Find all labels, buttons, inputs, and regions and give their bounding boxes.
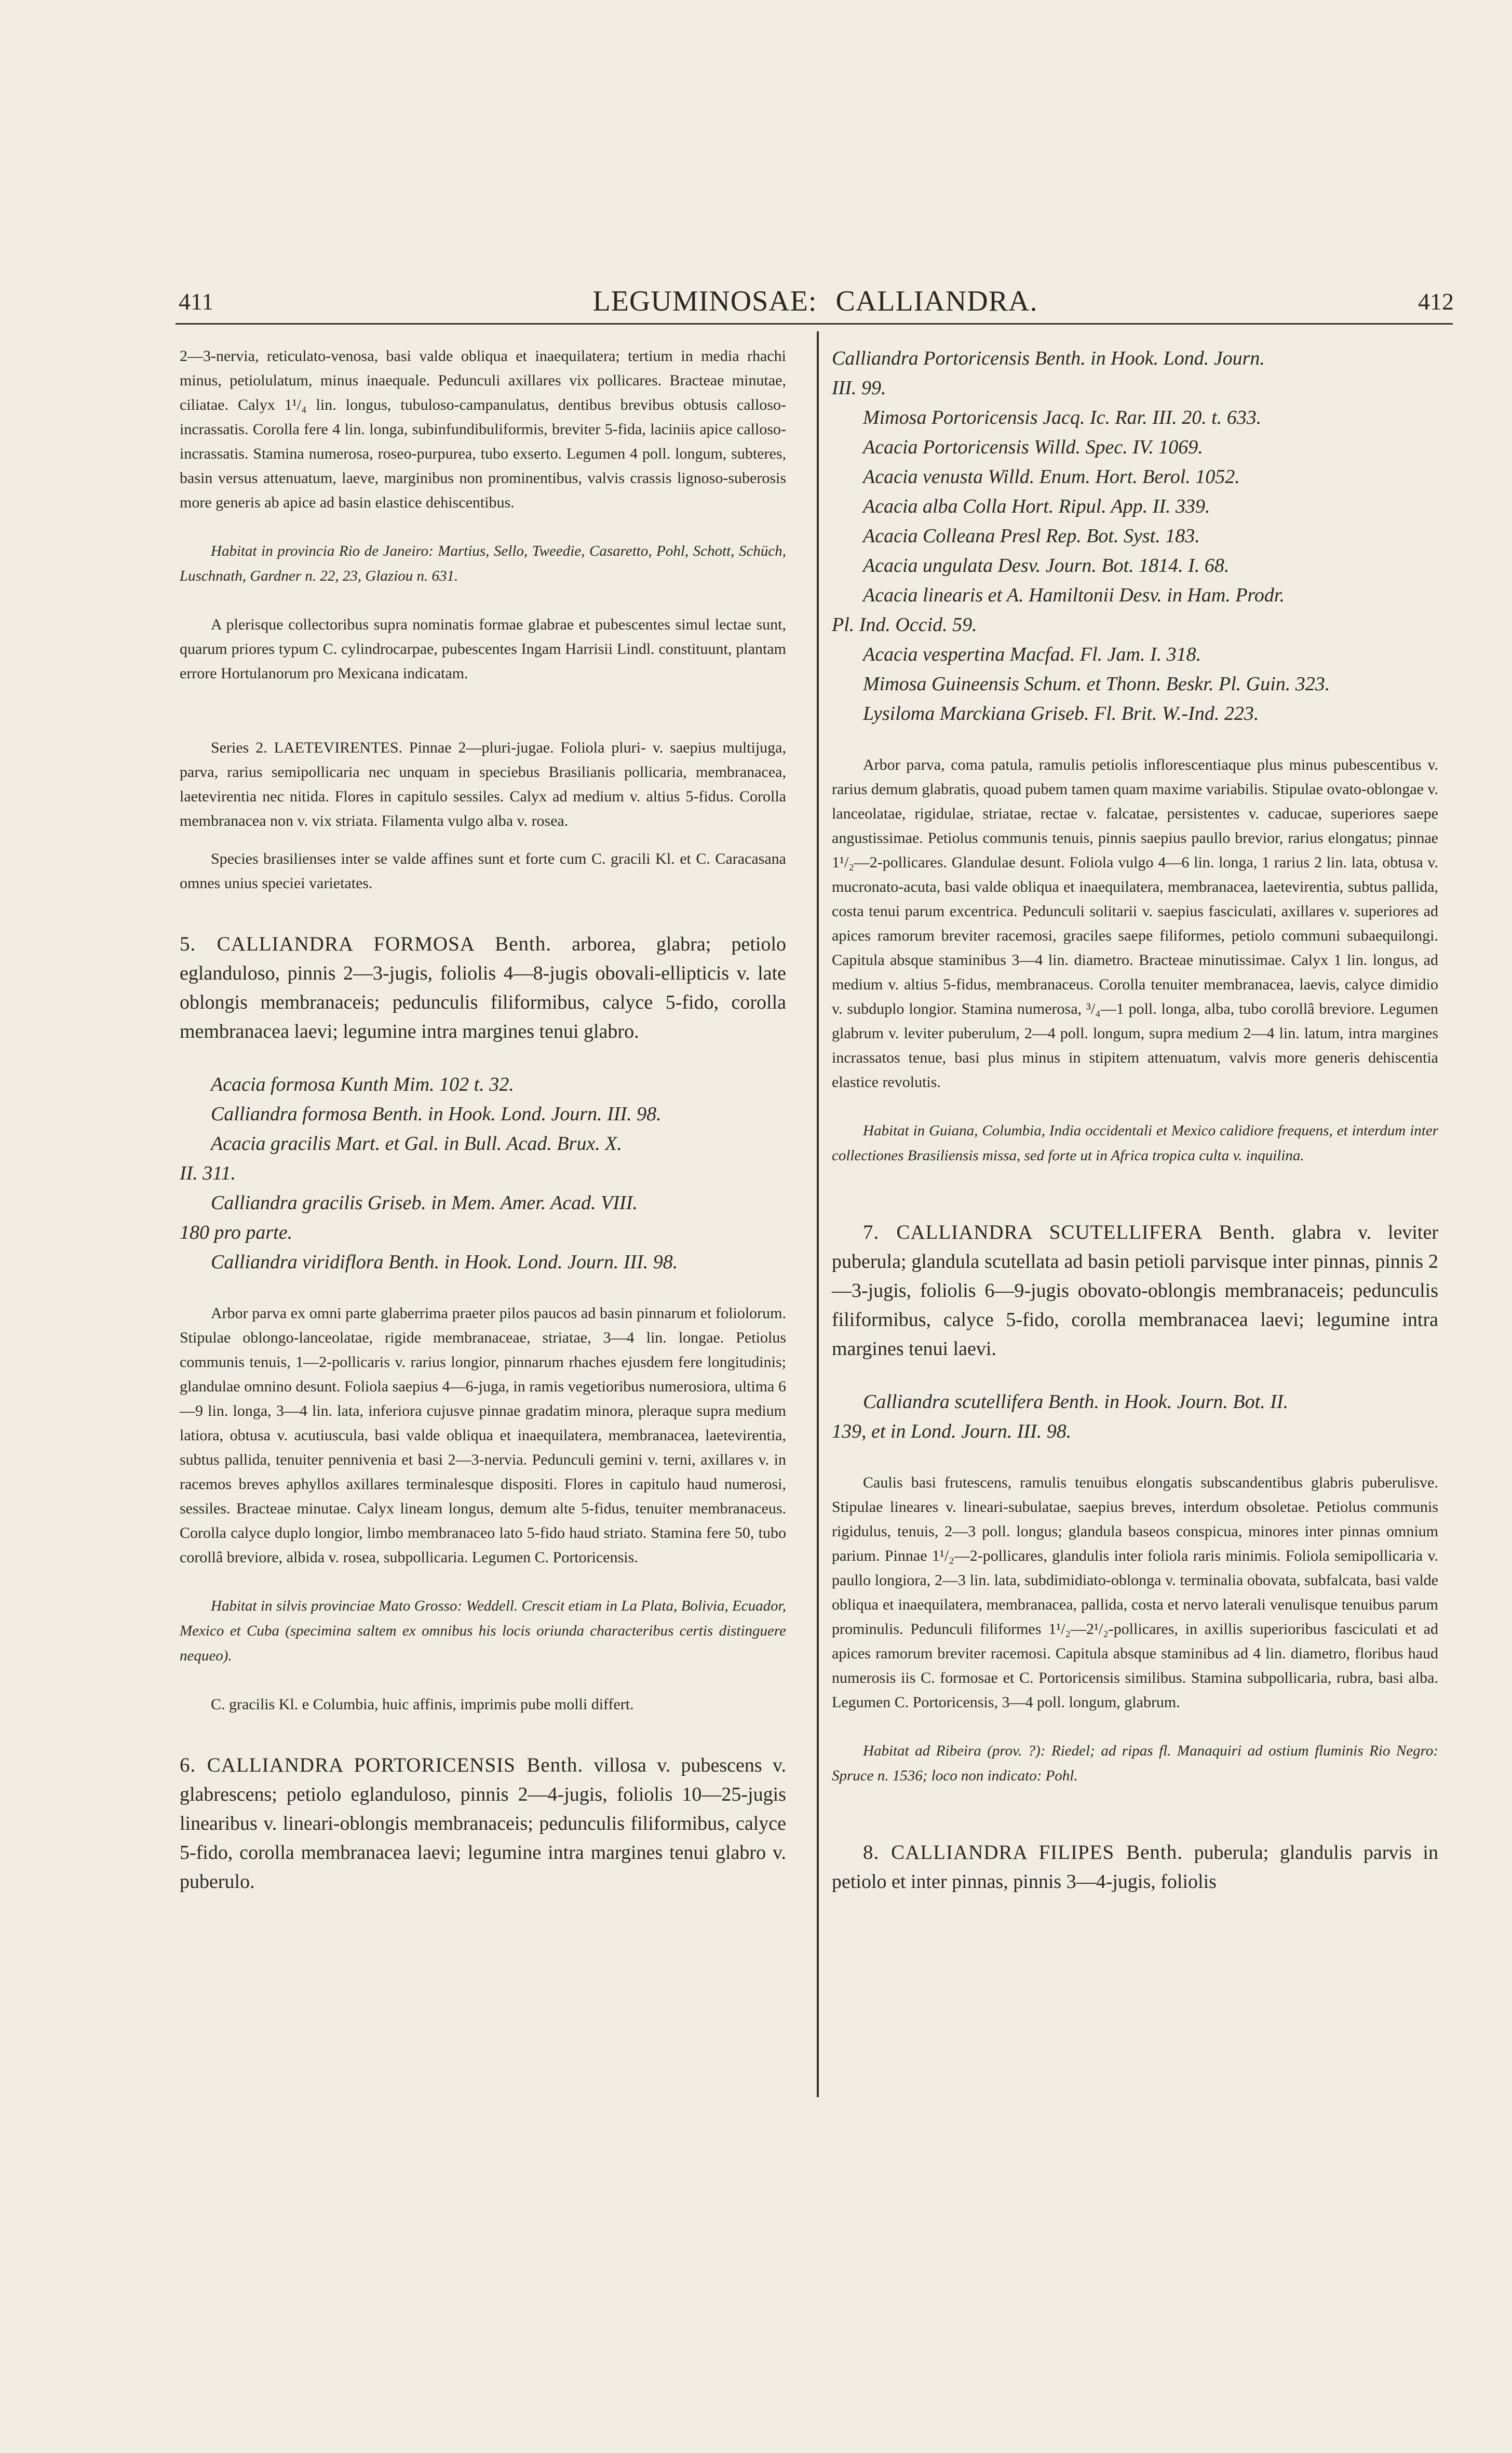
species-6-habitat: Habitat in Guiana, Columbia, India occidentali et Mexico calidiore frequens, et interdum inter collectiones Brasiliensis missa, sed forte ut in Africa tropica culta v. inquilina.	[832, 1122, 1438, 1164]
synonym: Acacia Portoricensis Willd. Spec. IV. 1069.	[863, 436, 1203, 458]
right-column	[832, 344, 1438, 1896]
species-6-diagnosis-text: villosa v. pubescens v. glabrescens; petiolo eglanduloso, pinnis 2—4-jugis, foliolis 10—25-jugis linearibus v. lineari-oblongis membranaceis; pedunculis filiformibus, calyce 5-fido, corolla membranacea laevi; legumine intra margines tenui glabro v. puberulo.	[180, 1754, 787, 1893]
habitat-note: Habitat in provincia Rio de Janeiro: Martius, Sello, Tweedie, Casaretto, Pohl, Schott, Schüch, Luschnath, Gardner n. 22, 23, Glaziou n. 631.	[180, 543, 786, 584]
species-7-title: 7. CALLIANDRA SCUTELLIFERA Benth.	[863, 1221, 1276, 1243]
species-7-habitat: Habitat ad Ribeira (prov. ?): Riedel; ad ripas fl. Manaquiri ad ostium fluminis Rio Negro: Spruce n. 1536; loco non indicato: Pohl.	[832, 1742, 1438, 1784]
synonym-continued: 180 pro parte.	[180, 1222, 293, 1243]
series-heading: Series 2. LAETEVIRENTES. Pinnae 2—pluri-jugae. Foliola pluri- v. saepius multijuga, parva, rarius semipollicaria nec unquam in speciebus Brasilianis pollicaria, membranacea, laetevirentia nec nitida. Flores in capitulo sessiles. Calyx ad medium v. altius 5-fidus. Corolla membranacea non v. vix striata. Filamenta vulgo alba v. rosea.	[180, 739, 786, 829]
synonym-continued: III. 99.	[832, 377, 886, 399]
collector-remark: A plerisque collectoribus supra nominatis formae glabrae et pubescentes simul lectae sunt, quarum priores typum C. cylindrocarpae, pubescentes Ingam Harrisii Lindl. constituunt, plantam errore Hortulanorum pro Mexicana indicatam.	[180, 616, 786, 682]
species-7-diagnosis	[832, 1218, 1438, 1363]
species-5-synonyms	[180, 1070, 786, 1277]
page-number-right: 412	[1418, 288, 1454, 315]
synonym-continued: 139, et in Lond. Journ. III. 98.	[832, 1420, 1072, 1442]
synonym: Acacia gracilis Mart. et Gal. in Bull. Acad. Brux. X.	[211, 1133, 622, 1155]
page-number-left: 411	[179, 288, 214, 315]
synonym: Lysiloma Marckiana Griseb. Fl. Brit. W.-Ind. 223.	[863, 703, 1259, 725]
species-5-habitat: Habitat in silvis provinciae Mato Grosso: Weddell. Crescit etiam in La Plata, Bolivia, Ecuador, Mexico et Cuba (specimina saltem ex omnibus his locis oriunda characteribus certis distinguere nequeo).	[180, 1598, 786, 1664]
synonym: Calliandra Portoricensis Benth. in Hook. Lond. Journ.	[832, 347, 1265, 369]
species-7-description: Caulis basi frutescens, ramulis tenuibus elongatis subscandentibus glabris puberulisve. Stipulae lineares v. lineari-subulatae, saepius breves, interdum obsoletae. Petiolus communis rigidulus, tenuis, 2—3 poll. longus; glandula baseos conspicua, minores inter pinnas omnium parium. Pinnae 1¹/₂—2-pollicares, glandulis inter foliola raris minimis. Foliola semipollicaria v. paullo longiora, 2—3 lin. lata, subdimidiato-oblonga v. terminalia obovata, subfalcata, basi valde obliqua et inaequilatera, membranacea, pallida, costa et nervo laterali venulisque tenuibus parum prominulis. Pedunculi filiformes 1¹/₂—2¹/₂-pollicares, in axillis superioribus fasciculati et ad apices ramorum breviter racemosi. Capitula absque staminibus ad 4 lin. diametro, floribus haud numerosis iis C. formosae et C. Portoricensis similibus. Stamina subpollicaria, rubra, basi alba. Legumen C. Portoricensis, 3—4 poll. longum, glabrum.	[832, 1474, 1438, 1711]
synonym: Acacia vespertina Macfad. Fl. Jam. I. 318.	[863, 644, 1202, 665]
species-8-title: 8. CALLIANDRA FILIPES Benth.	[863, 1841, 1183, 1864]
continued-description: 2—3-nervia, reticulato-venosa, basi valde obliqua et inaequilatera; tertium in media rhachi minus, petiolulatum, minus inaequale. Pedunculi axillares vix pollicares. Bracteae minutae, ciliatae. Calyx 1¹/₄ lin. longus, tubuloso-campanulatus, dentibus brevibus obtusis calloso-incrassatis. Corolla fere 4 lin. longa, subinfundibuliformis, breviter 5-fida, laciniis apice calloso-incrassatis. Stamina numerosa, roseo-purpurea, tubo exserto. Legumen 4 poll. longum, subteres, basin versus attenuatum, laeve, marginibus non prominentibus, valvis crassis lignoso-suberosis more generis ab apice ad basin elastice dehiscentibus.	[180, 347, 786, 511]
species-7-diagnosis-text: glabra v. leviter puberula; glandula scutellata ad basin petioli parvisque inter pinnas, pinnis 2—3-jugis, foliolis 6—9-jugis obovato-oblongis membranaceis; pedunculis filiformibus, calyce 5-fido, corolla membranacea laevi; legumine intra margines tenui laevi.	[832, 1222, 1438, 1360]
running-title	[171, 285, 1459, 318]
synonym: Acacia alba Colla Hort. Ripul. App. II. 339.	[863, 495, 1210, 517]
synonym: Calliandra formosa Benth. in Hook. Lond. Journ. III. 98.	[211, 1103, 662, 1125]
running-title-genus: CALLIANDRA.	[835, 285, 1038, 317]
synonym: Mimosa Guineensis Schum. et Thonn. Beskr. Pl. Guin. 323.	[863, 673, 1330, 695]
synonym-continued: II. 311.	[180, 1162, 236, 1184]
synonym: Calliandra gracilis Griseb. in Mem. Amer. Acad. VIII.	[211, 1192, 638, 1214]
synonym: Acacia venusta Willd. Enum. Hort. Berol. 1052.	[863, 466, 1240, 488]
species-5-diagnosis-text: arborea, glabra; petiolo eglanduloso, pinnis 2—3-jugis, foliolis 4—8-jugis obovali-ellipticis v. late oblongis membranaceis; pedunculis filiformibus, calyce 5-fido, corolla membranacea laevi; legumine intra margines tenui glabro.	[180, 933, 787, 1042]
header-rule	[176, 323, 1453, 325]
synonym: Calliandra viridiflora Benth. in Hook. Lond. Journ. III. 98.	[211, 1251, 678, 1273]
species-5-title: 5. CALLIANDRA FORMOSA Benth.	[180, 933, 552, 955]
species-7-synonyms	[832, 1387, 1438, 1446]
species-5-diagnosis	[180, 930, 786, 1046]
synonym: Calliandra scutellifera Benth. in Hook. Journ. Bot. II.	[863, 1391, 1289, 1413]
series-remark: Species brasilienses inter se valde affines sunt et forte cum C. gracili Kl. et C. Caracasana omnes unius speciei varietates.	[180, 850, 786, 892]
species-6-title: 6. CALLIANDRA PORTORICENSIS Benth.	[180, 1754, 584, 1776]
synonym: Mimosa Portoricensis Jacq. Ic. Rar. III. 20. t. 633.	[863, 407, 1262, 428]
species-5-note: C. gracilis Kl. e Columbia, huic affinis, imprimis pube molli differt.	[211, 1696, 634, 1713]
species-6-description: Arbor parva, coma patula, ramulis petiolis inflorescentiaque plus minus pubescentibus v. rarius demum glabratis, quoad pubem tamen quam maxime variabilis. Stipulae ovato-oblongae v. lanceolatae, rigidulae, striatae, rectae v. falcatae, persistentes v. caducae, superiores saepe angustissimae. Petiolus communis tenuis, pinnis saepius paullo brevior, rarius elongatus; pinnae 1¹/₂—2-pollicares. Glandulae desunt. Foliola vulgo 4—6 lin. longa, 1 rarius 2 lin. lata, obtusa v. mucronato-acuta, basi valde obliqua et inaequilatera, membranacea, laetevirentia, subtus pallida, costa tenui parum excentrica. Pedunculi solitarii v. saepius fasciculati, axillares v. superiores ad apices ramorum breviter racemosi, graciles saepe filiformes, petiolo communi subaequilongi. Capitula absque staminibus 3—4 lin. diametro. Bracteae minutissimae. Calyx 1 lin. longus, ad medium v. altius 5-fidus, membranaceus. Corolla tenuiter membranacea, laevis, calyce dimidio v. subduplo longior. Stamina numerosa, ³/₄—1 poll. longa, alba, tubo corollâ breviore. Legumen glabrum v. leviter puberulum, 2—4 poll. longum, supra medium 2—4 lin. latum, intra margines incrassatos tenue, basi plus minus in stipitem attenuatum, valvis more generis dehiscentia elastice revolutis.	[832, 756, 1438, 1091]
synonym: Acacia ungulata Desv. Journ. Bot. 1814. I. 68.	[863, 555, 1230, 577]
species-8-diagnosis-text: puberula; glandulis parvis in petiolo et inter pinnas, pinnis 3—4-jugis, foliolis	[832, 1842, 1438, 1893]
species-6-diagnosis	[180, 1751, 786, 1896]
synonym-continued: Pl. Ind. Occid. 59.	[832, 614, 977, 636]
running-title-family: LEGUMINOSAE:	[592, 285, 817, 317]
synonym: Acacia Colleana Presl Rep. Bot. Syst. 183.	[863, 525, 1200, 547]
species-6-synonyms	[832, 344, 1438, 729]
page-header	[171, 285, 1459, 326]
species-5-description: Arbor parva ex omni parte glaberrima praeter pilos paucos ad basin pinnarum et foliolorum. Stipulae oblongo-lanceolatae, rigide membranaceae, striatae, 3—4 lin. longae. Petiolus communis tenuis, 1—2-pollicaris v. rarius longior, pinnarum rhaches ejusdem fere longitudinis; glandulae omnino desunt. Foliola saepius 4—6-juga, in ramis vegetioribus numerosiora, ultima 6—9 lin. longa, 3—4 lin. lata, inferiora cujusve pinnae gradatim minora, pleraque supra medium latiora, obtusa v. acutiuscula, basi valde obliqua et inaequilatera, membranacea, laetevirentia, subtus pallida, tenuiter pennivenia et basi 2—3-nervia. Pedunculi gemini v. terni, axillares v. in racemos breves aphyllos axillares terminalesque dispositi. Flores in capitulo haud numerosi, sessiles. Bracteae minutae. Calyx lineam longus, demum alte 5-fidus, tenuiter membranaceus. Corolla calyce duplo longior, limbo membranaceo lato 5-fido haud striato. Stamina fere 50, tubo corollâ breviore, albida v. rosea, subpollicaria. Legumen C. Portoricensis.	[180, 1305, 786, 1566]
column-divider	[817, 331, 819, 2097]
species-8-diagnosis	[832, 1838, 1438, 1896]
synonym: Acacia linearis et A. Hamiltonii Desv. in Ham. Prodr.	[863, 584, 1285, 606]
synonym: Acacia formosa Kunth Mim. 102 t. 32.	[211, 1074, 514, 1095]
left-column	[180, 344, 786, 1896]
